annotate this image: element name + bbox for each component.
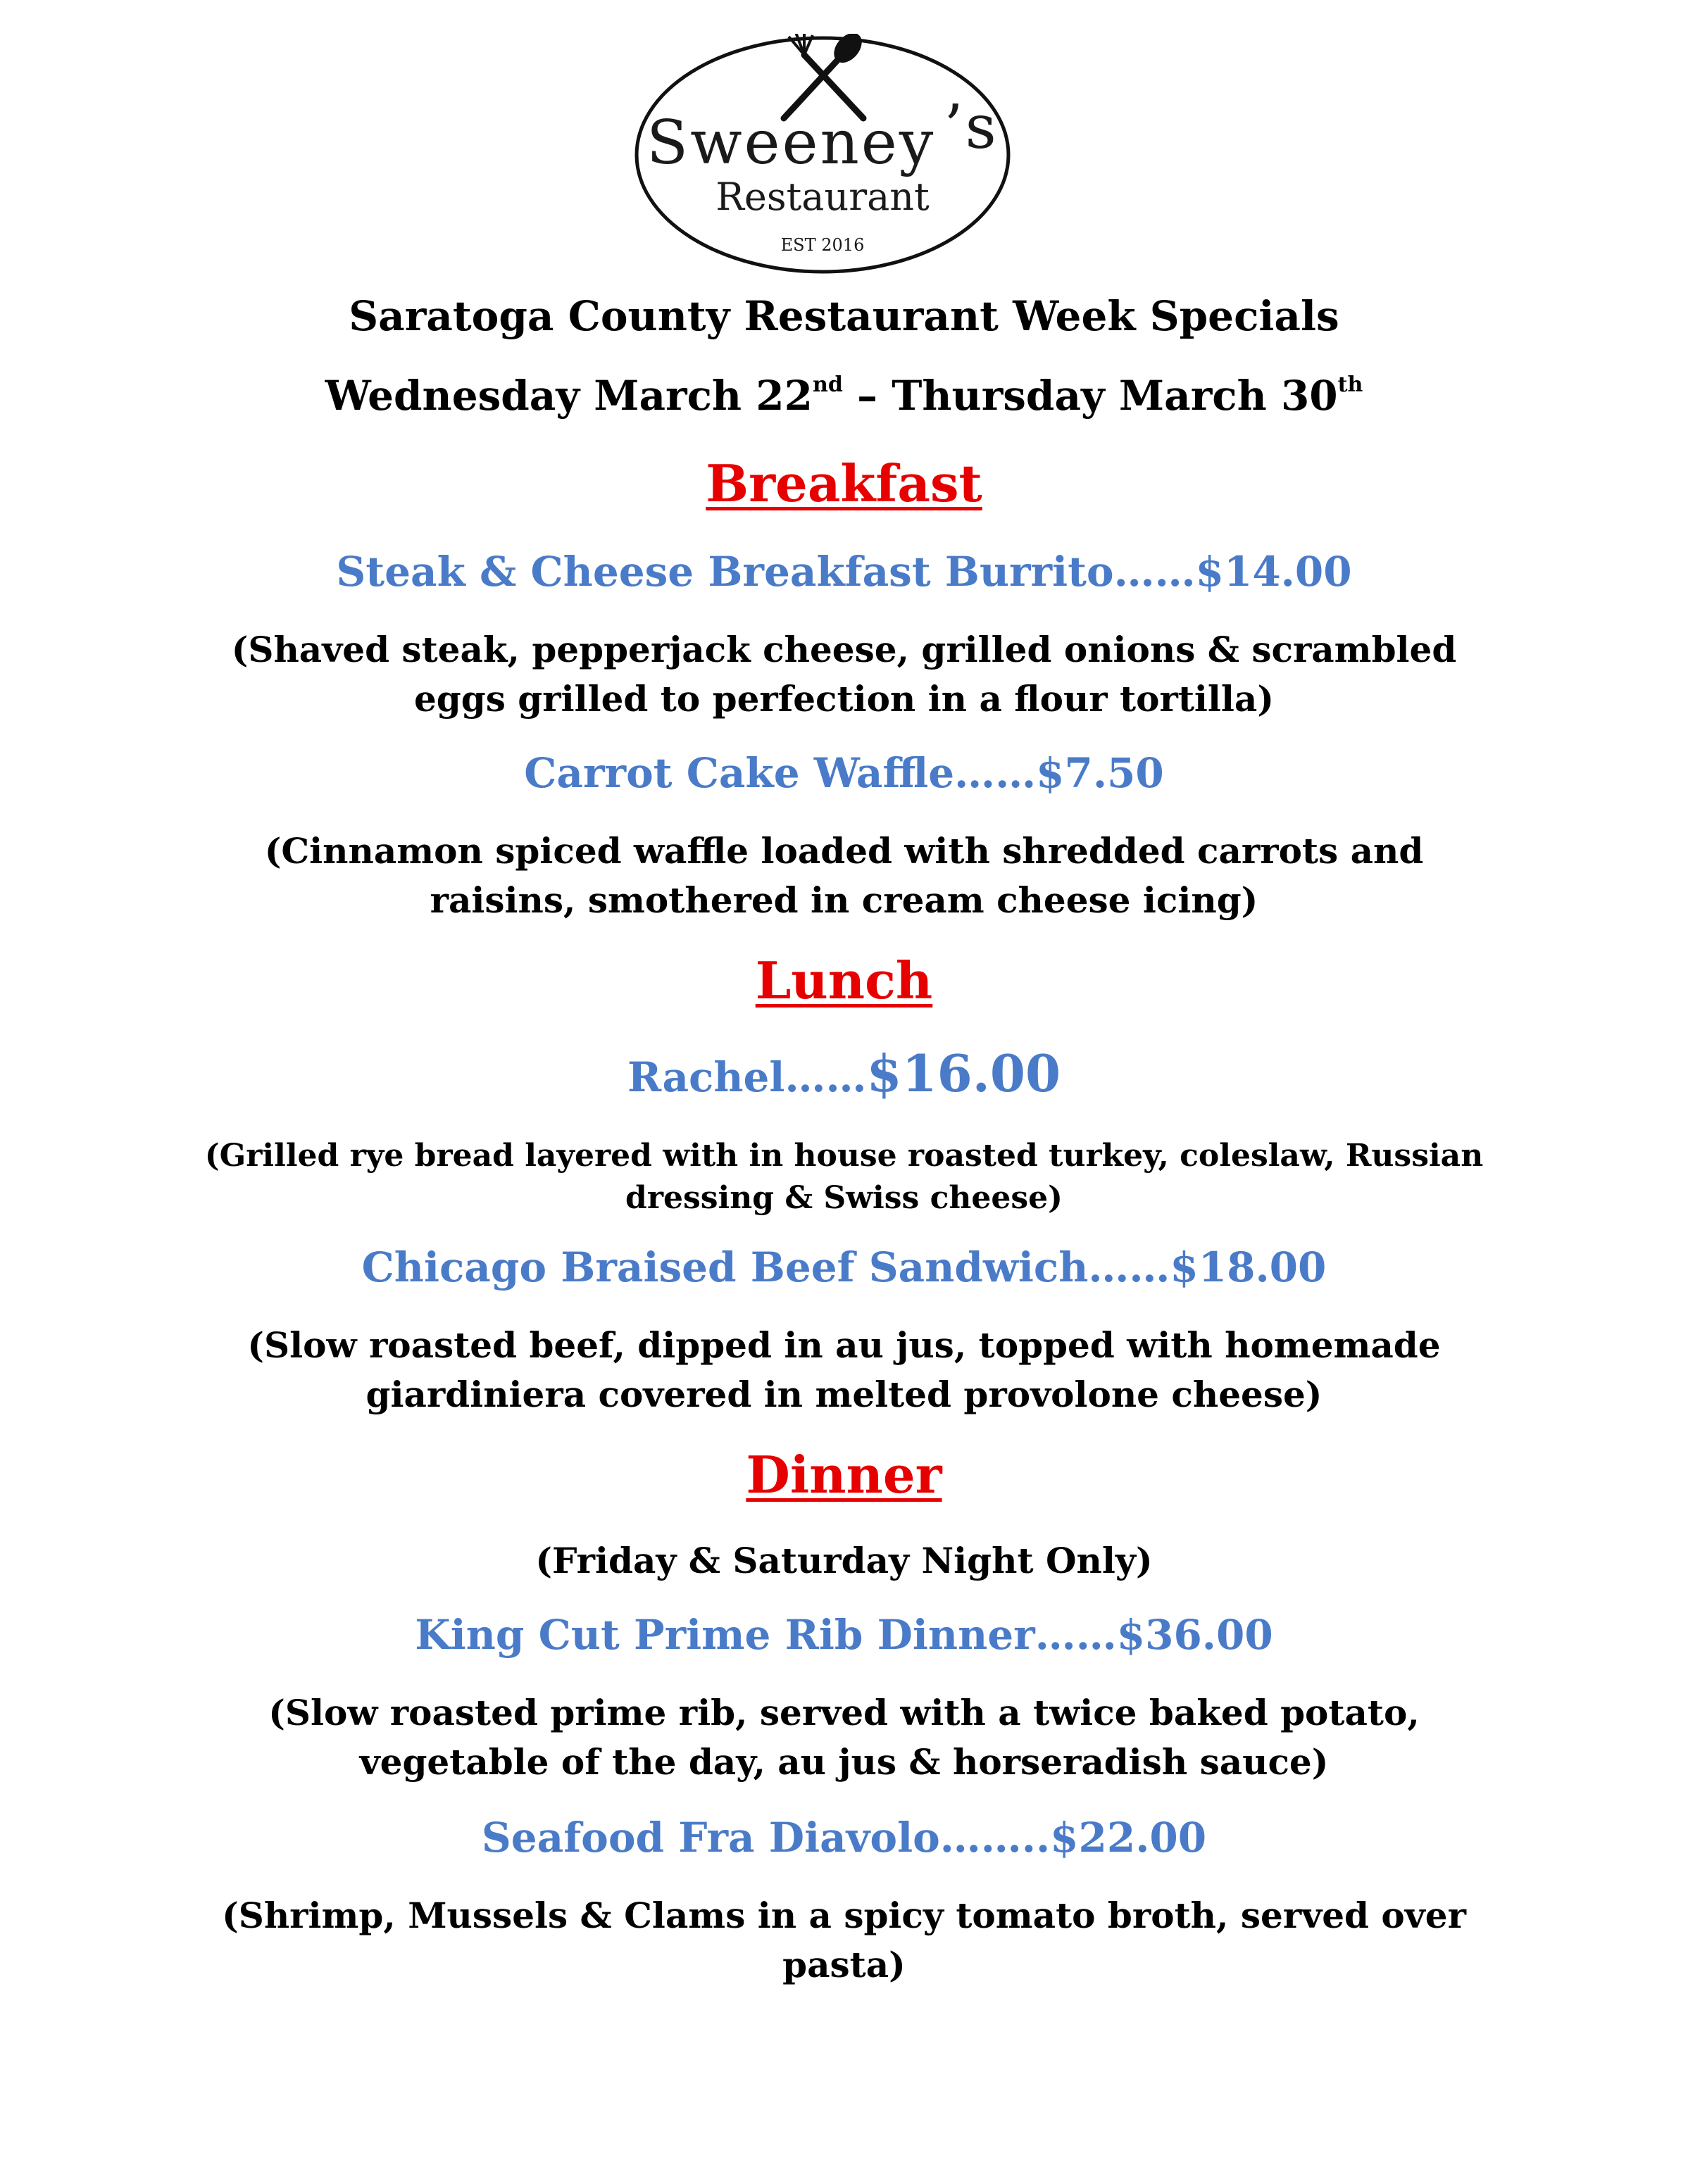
menu-item-description: raisins, smothered in cream cheese icing) bbox=[430, 879, 1258, 921]
menu-item-description: giardiniera covered in melted provolone cheese) bbox=[365, 1374, 1323, 1415]
menu-item-description: pasta) bbox=[782, 1944, 906, 1985]
logo-name: Sweeney ’s bbox=[646, 92, 999, 178]
menu-item-description: dressing & Swiss cheese) bbox=[625, 1180, 1063, 1216]
menu-item-description: eggs grilled to perfection in a flour tortilla) bbox=[414, 678, 1274, 720]
section-heading-breakfast: Breakfast bbox=[706, 453, 982, 513]
menu-item-description: (Shaved steak, pepperjack cheese, grilled onions & scrambled bbox=[231, 629, 1457, 670]
section-heading-dinner: Dinner bbox=[746, 1445, 942, 1505]
menu-item-name: Rachel……$16.00 bbox=[627, 1043, 1061, 1103]
menu-item-name: Carrot Cake Waffle……$7.50 bbox=[524, 749, 1164, 797]
date-range: Wednesday March 22nd – Thursday March 30th bbox=[325, 372, 1363, 420]
menu-item-name: King Cut Prime Rib Dinner……$36.00 bbox=[415, 1611, 1273, 1659]
menu-item-name: Seafood Fra Diavolo……..$22.00 bbox=[481, 1814, 1207, 1862]
menu-item-name: Steak & Cheese Breakfast Burrito……$14.00 bbox=[336, 548, 1352, 596]
menu-item-description: (Grilled rye bread layered with in house roasted turkey, coleslaw, Russian bbox=[204, 1138, 1484, 1174]
dinner-availability-note: (Friday & Saturday Night Only) bbox=[535, 1540, 1153, 1581]
menu-item-description: (Slow roasted beef, dipped in au jus, topped with homemade bbox=[247, 1324, 1441, 1366]
menu-item-name: Chicago Braised Beef Sandwich……$18.00 bbox=[361, 1243, 1327, 1291]
section-heading-lunch: Lunch bbox=[755, 950, 933, 1010]
logo-established: EST 2016 bbox=[780, 235, 865, 255]
menu-item-description: (Shrimp, Mussels & Clams in a spicy tomato broth, served over bbox=[222, 1895, 1466, 1936]
menu-item-description: (Slow roasted prime rib, served with a twice baked potato, bbox=[268, 1692, 1420, 1733]
logo-subtitle: Restaurant bbox=[715, 175, 930, 219]
restaurant-logo bbox=[632, 34, 1013, 276]
menu-item-price: $16.00 bbox=[866, 1043, 1061, 1103]
menu-item-description: (Cinnamon spiced waffle loaded with shredded carrots and bbox=[264, 830, 1424, 872]
page-title: Saratoga County Restaurant Week Specials bbox=[349, 292, 1339, 340]
menu-item-description: vegetable of the day, au jus & horseradish sauce) bbox=[359, 1741, 1329, 1783]
